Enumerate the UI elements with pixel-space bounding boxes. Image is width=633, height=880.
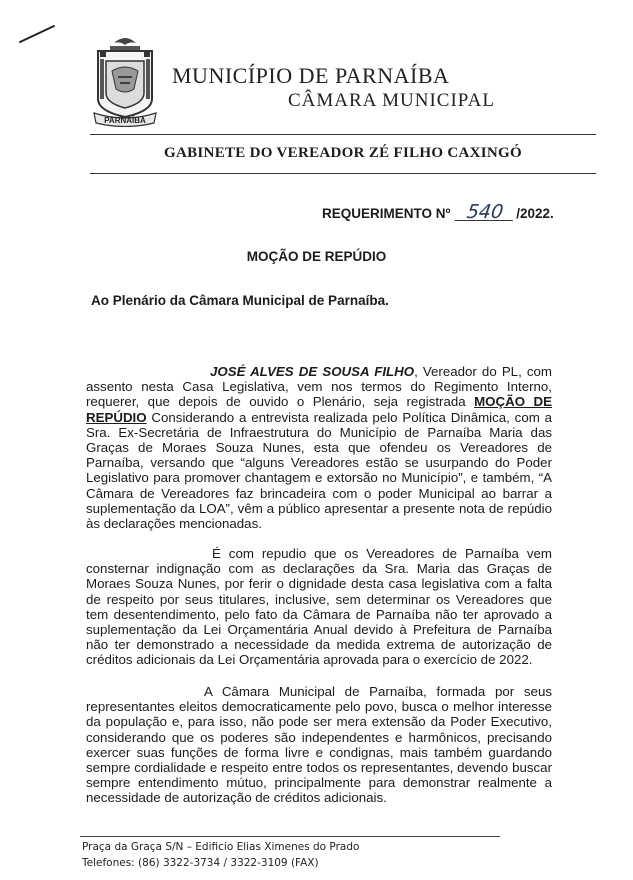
paragraph-3 [86, 684, 552, 806]
office-title: GABINETE DO VEREADOR ZÉ FILHO CAXINGÓ [164, 145, 522, 161]
header-bottom-rule [90, 173, 596, 174]
requirement-number-handwritten: 540 [455, 204, 515, 221]
councilor-name: JOSÉ ALVES DE SOUSA FILHO [210, 364, 415, 379]
municipal-crest-icon [92, 33, 158, 127]
chamber-title: CÂMARA MUNICIPAL [288, 90, 495, 111]
paragraph-3-text: A Câmara Municipal de Parnaíba, formada por seus representantes eleitos democraticamente pelo povo, busca o melhor interesse da população e, para isso, não pode ser mera extensão da Poder Executivo, considerando que os poderes são independentes e harmônicos, precisando exercer suas funções de forma livre e condignas, mais também guardando sempre cordialidade e respeito entre todos os representantes, devendo buscar sempre entendimento mútuo, principalmente para demonstrar realmente a necessidade de autorização de créditos adicionais. [86, 684, 552, 806]
paragraph-1-text-a: , Vereador do PL, com assento nesta Casa Legislativa, vem nos termos do Regimento Interno, requerer, que depois de ouvido o Plenário, seja registrada [86, 364, 552, 410]
crest-banner-text: PARNAÍBA [104, 116, 146, 125]
document-title: MOÇÃO DE REPÚDIO [246, 249, 387, 264]
paragraph-1 [86, 364, 552, 531]
requirement-label: REQUERIMENTO Nº [322, 206, 451, 221]
footer-address: Praça da Graça S/N – Edificio Elias Ximenes do Prado [82, 841, 360, 853]
municipality-title: MUNICÍPIO DE PARNAÍBA [172, 63, 450, 88]
requirement-year: /2022. [516, 206, 554, 221]
requirement-line [322, 201, 554, 223]
pen-stroke-mark [18, 22, 58, 46]
footer-rule [80, 836, 500, 837]
header-top-rule [90, 134, 596, 135]
footer-phones: Telefones: (86) 3322-3734 / 3322-3109 (FAX) [82, 857, 319, 869]
addressee-line: Ao Plenário da Câmara Municipal de Parnaíba. [91, 293, 389, 308]
paragraph-1-text-b: Considerando a entrevista realizada pelo Política Dinâmica, com a Sra. Ex-Secretária de Infraestrutura do Município de Parnaíba Maria das Graças de Moraes Souza Nunes, esta que ofendeu os Vereadores de Parnaíba, versando que “alguns Vereadores estão se usurpando do Poder Legislativo para promover chantagem e extorsão no Município”, e também, “A Câmara de Vereadores faz brincadeira com o poder Municipal ao barrar a suplementação da LOA”, vêm a público apresentar a presente nota de repúdio às declarações mencionadas. [86, 409, 552, 532]
paragraph-2 [86, 546, 552, 668]
paragraph-2-text: É com repudio que os Vereadores de Parnaíba vem consternar indignação com as declarações da Sra. Maria das Graças de Moraes Souza Nunes, por ferir o dignidade desta casa legislativa com a falta de respeito por seus titulares, inclusive, sem determinar os Vereadores que tem desentendimento, pelo fato da Câmara de Parnaíba não ter aprovado a suplementação da Lei Orçamentária Anual devido à Prefeitura de Parnaíba não ter demonstrado a necessidade da medida extrema de autorização de créditos adicionais da Lei Orçamentária aprovada para o exercício de 2022. [86, 546, 552, 668]
motion-emphasis: MOÇÃO DE REPÚDIO [86, 394, 552, 425]
